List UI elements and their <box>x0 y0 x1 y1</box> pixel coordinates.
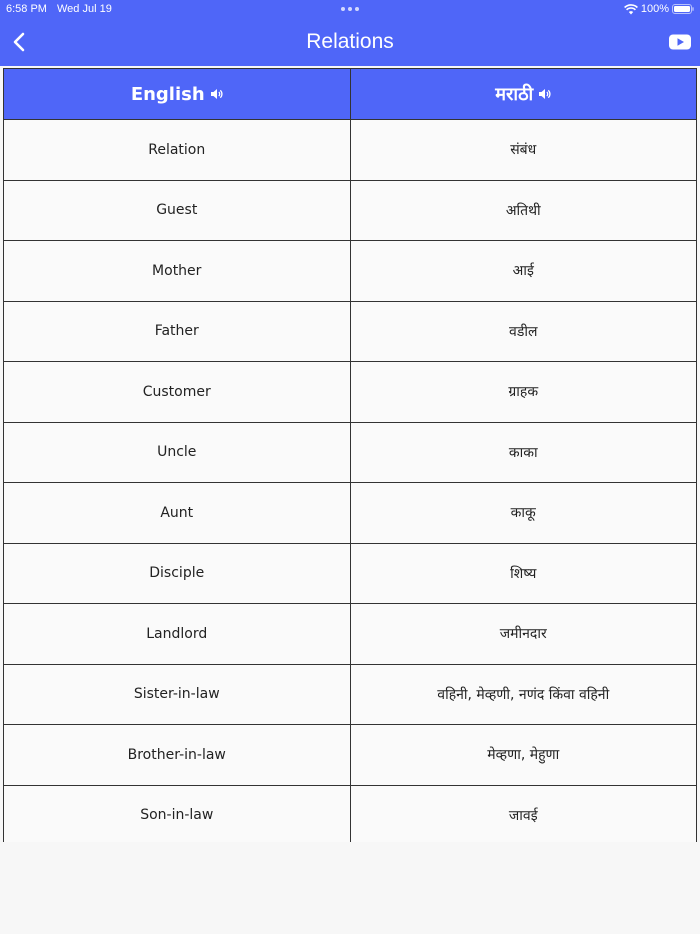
page-title: Relations <box>306 30 394 53</box>
english-cell[interactable]: Guest <box>4 180 351 241</box>
status-bar <box>0 0 700 18</box>
marathi-header-button[interactable] <box>495 82 551 106</box>
table-row[interactable] <box>4 543 697 604</box>
marathi-cell[interactable]: आई <box>350 241 697 302</box>
english-cell[interactable]: Mother <box>4 241 351 302</box>
back-button[interactable] <box>8 28 32 56</box>
battery-percent: 100% <box>640 3 669 15</box>
marathi-cell[interactable]: ग्राहक <box>350 362 697 423</box>
english-header-label: English <box>130 83 205 105</box>
youtube-icon <box>668 33 692 51</box>
status-time: 6:58 PM <box>6 3 47 15</box>
table-row[interactable] <box>4 664 697 725</box>
vocabulary-table <box>3 68 697 842</box>
marathi-column-header[interactable] <box>350 69 697 120</box>
english-cell[interactable]: Relation <box>4 120 351 181</box>
marathi-cell[interactable]: मेव्हणा, मेहुणा <box>350 725 697 786</box>
table-row[interactable] <box>4 604 697 665</box>
marathi-header-label: मराठी <box>495 84 534 105</box>
table-row[interactable] <box>4 362 697 423</box>
marathi-cell[interactable]: वडील <box>350 301 697 362</box>
marathi-cell[interactable]: संबंध <box>350 120 697 181</box>
english-header-button[interactable] <box>131 84 223 105</box>
english-cell[interactable]: Brother-in-law <box>4 725 351 786</box>
marathi-cell[interactable]: वहिनी, मेव्हणी, नणंद किंवा वहिनी <box>350 664 697 725</box>
chevron-left-icon <box>8 28 32 56</box>
navigation-bar <box>0 18 700 66</box>
table-header-row <box>4 69 697 120</box>
english-cell[interactable]: Uncle <box>4 422 351 483</box>
english-cell[interactable]: Son-in-law <box>4 785 351 842</box>
english-cell[interactable]: Customer <box>4 362 351 423</box>
marathi-cell[interactable]: जावई <box>350 785 697 842</box>
table-row[interactable] <box>4 725 697 786</box>
table-row[interactable] <box>4 483 697 544</box>
vocabulary-table-container[interactable] <box>3 68 697 842</box>
marathi-cell[interactable]: काकू <box>350 483 697 544</box>
status-right <box>624 2 694 16</box>
table-row[interactable] <box>4 301 697 362</box>
marathi-cell[interactable]: शिष्य <box>350 543 697 604</box>
speaker-icon[interactable] <box>210 88 223 100</box>
english-cell[interactable]: Sister-in-law <box>4 664 351 725</box>
english-cell[interactable]: Landlord <box>4 604 351 665</box>
youtube-button[interactable] <box>668 33 692 51</box>
table-row[interactable] <box>4 785 697 842</box>
status-date: Wed Jul 19 <box>57 3 112 15</box>
multitasking-dots-icon[interactable] <box>341 7 359 11</box>
table-row[interactable] <box>4 241 697 302</box>
english-cell[interactable]: Father <box>4 301 351 362</box>
table-row[interactable] <box>4 180 697 241</box>
english-cell[interactable]: Disciple <box>4 543 351 604</box>
marathi-cell[interactable]: अतिथी <box>350 180 697 241</box>
speaker-icon[interactable] <box>538 88 551 100</box>
english-cell[interactable]: Aunt <box>4 483 351 544</box>
wifi-icon <box>624 4 638 15</box>
english-column-header[interactable] <box>4 69 351 120</box>
table-row[interactable] <box>4 422 697 483</box>
battery-icon <box>672 4 694 14</box>
marathi-cell[interactable]: जमीनदार <box>350 604 697 665</box>
table-row[interactable] <box>4 120 697 181</box>
marathi-cell[interactable]: काका <box>350 422 697 483</box>
